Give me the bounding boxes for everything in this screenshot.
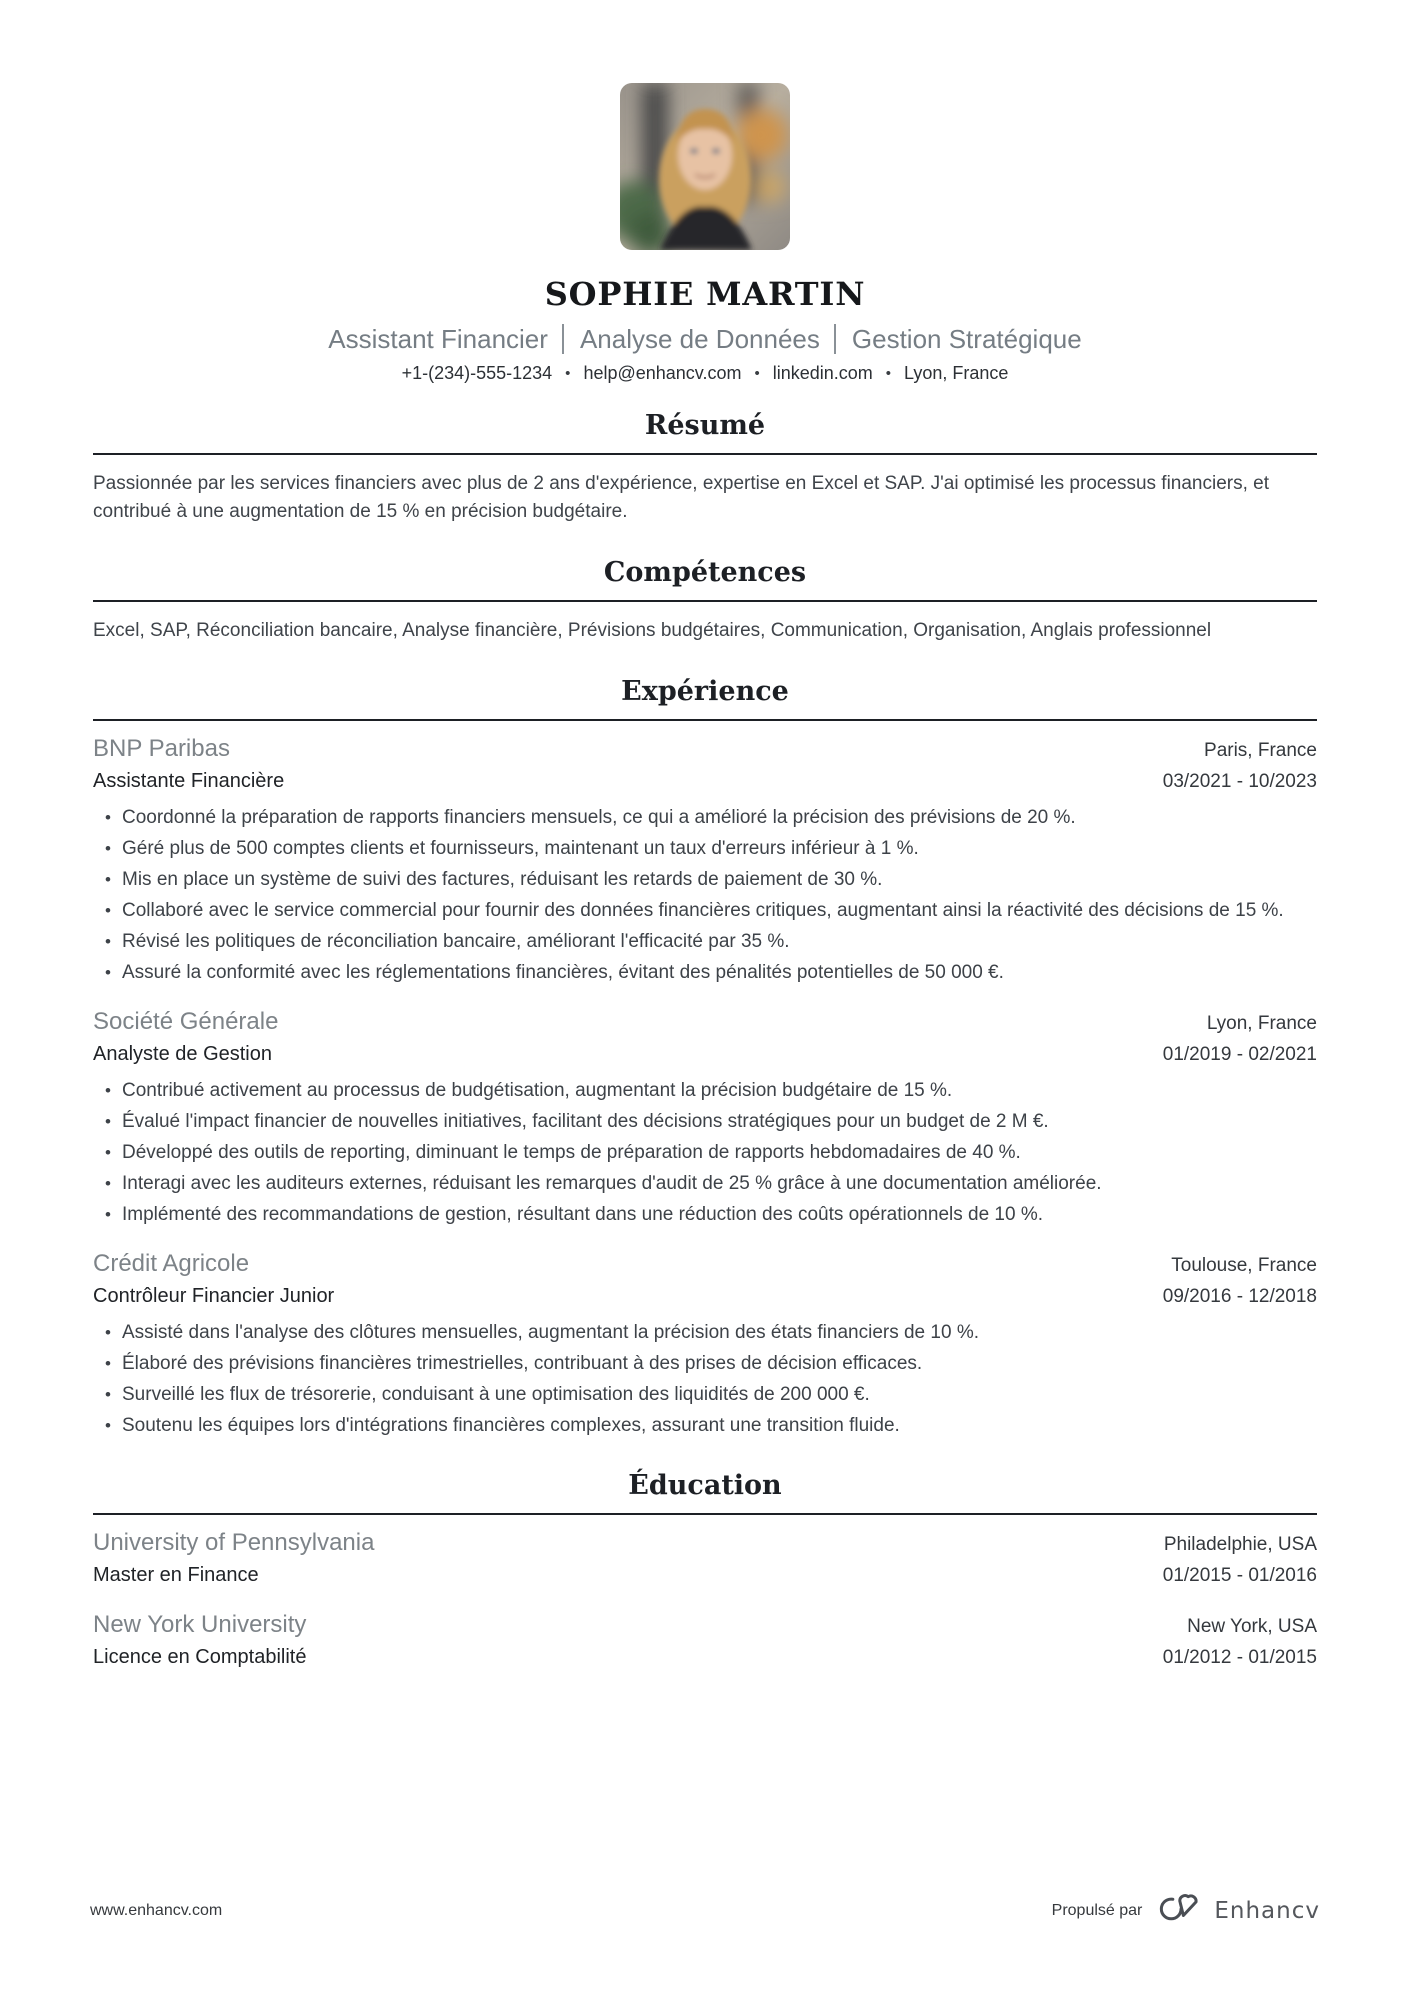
degree-title: Licence en Comptabilité [93,1646,307,1668]
bullet-item: • Implémenté des recommandations de gestion, résultant dans une réduction des coûts opérationnels de 10 %. [93,1201,1317,1228]
job-title: Analyste de Gestion [93,1043,272,1065]
bullet-item: • Développé des outils de reporting, diminuant le temps de préparation de rapports hebdomadaires de 40 %. [93,1139,1317,1166]
headline-part: Analyse de Données [562,324,822,354]
header [93,0,1317,250]
skills-text: Excel, SAP, Réconciliation bancaire, Analyse financière, Prévisions budgétaires, Communication, Organisation, Anglais professionnel [93,620,1212,641]
powered-by-label: Propulsé par [1051,1901,1143,1919]
company-name: Crédit Agricole [93,1250,250,1277]
bullet-item: • Géré plus de 500 comptes clients et fournisseurs, maintenant un taux d'erreurs inférieur à 1 %. [93,835,1317,862]
section-title-experience: Expérience [621,676,789,707]
bullet-item: • Évalué l'impact financier de nouvelles initiatives, facilitant des décisions stratégiques pour un budget de 2 M €. [93,1108,1317,1135]
bullet-item: • Collaboré avec le service commercial pour fournir des données financières critiques, augmentant ainsi la réactivité des décisions de 15 %. [93,897,1317,924]
entry-location: New York, USA [1187,1616,1317,1637]
profile-photo [620,83,790,250]
phone-text: +1-(234)-555-1234 [401,363,553,383]
company-name: BNP Paribas [93,735,230,762]
contact-bar [93,363,1317,384]
footer-website-link[interactable]: www.enhancv.com [90,1901,223,1919]
school-name: New York University [93,1611,307,1638]
section-head-competences [93,556,1317,602]
bullet-item: • Élaboré des prévisions financières trimestrielles, contribuant à des prises de décision efficaces. [93,1350,1317,1377]
headline-part: Gestion Stratégique [834,324,1084,354]
entry-location: Philadelphie, USA [1163,1534,1317,1555]
section-title-competences: Compétences [603,557,807,588]
section-head-experience [93,675,1317,721]
profile-photo-image [620,83,790,250]
section-title-education: Éducation [628,1470,782,1501]
degree-title: Master en Finance [93,1564,259,1586]
bullet-item: • Coordonné la préparation de rapports financiers mensuels, ce qui a amélioré la précision des prévisions de 20 %. [93,804,1317,831]
school-name: University of Pennsylvania [93,1529,375,1556]
job-title: Contrôleur Financier Junior [93,1285,335,1307]
achievement-list [93,1319,1317,1439]
headline-part: Assistant Financier [328,324,548,354]
bullet-item: • Surveillé les flux de trésorerie, conduisant à une optimisation des liquidités de 200 000 €. [93,1381,1317,1408]
entry-location: Toulouse, France [1171,1255,1317,1276]
candidate-name: SOPHIE MARTIN [544,275,866,313]
email-link[interactable]: • help@enhancv.com [552,363,741,384]
experience-entry [93,734,1317,986]
enhancv-brand-link[interactable] [1158,1893,1320,1928]
entry-dates: 03/2021 - 10/2023 [1162,771,1317,792]
entry-dates: 01/2019 - 02/2021 [1162,1044,1317,1065]
bullet-item: • Interagi avec les auditeurs externes, réduisant les remarques d'audit de 25 % grâce à une documentation améliorée. [93,1170,1317,1197]
bullet-item: • Assisté dans l'analyse des clôtures mensuelles, augmentant la précision des états financiers de 10 %. [93,1319,1317,1346]
location-text: • Lyon, France [873,363,1009,384]
page-footer [90,1893,1320,1928]
company-name: Société Générale [93,1008,279,1035]
enhancv-wordmark: Enhancv [1214,1897,1320,1924]
entry-location: Lyon, France [1206,1013,1317,1034]
bullet-item: • Révisé les politiques de réconciliation bancaire, améliorant l'efficacité par 35 %. [93,928,1317,955]
section-head-education [93,1469,1317,1515]
job-title: Assistante Financière [93,770,285,792]
linkedin-link[interactable]: • linkedin.com [741,363,872,384]
bullet-item: • Mis en place un système de suivi des factures, réduisant les retards de paiement de 30 %. [93,866,1317,893]
section-head-resume [93,409,1317,455]
entry-location: Paris, France [1204,740,1317,761]
bullet-item: • Contribué activement au processus de budgétisation, augmentant la précision budgétaire de 15 %. [93,1077,1317,1104]
experience-entry [93,1249,1317,1439]
entry-dates: 09/2016 - 12/2018 [1162,1286,1317,1307]
section-title-resume: Résumé [644,410,766,441]
experience-entry [93,1007,1317,1228]
bullet-item: • Assuré la conformité avec les réglementations financières, évitant des pénalités potentielles de 50 000 €. [93,959,1317,986]
candidate-headline [93,324,1317,354]
education-entry [93,1528,1317,1589]
achievement-list [93,1077,1317,1228]
resume-summary-text: Passionnée par les services financiers avec plus de 2 ans d'expérience, expertise en Excel et SAP. J'ai optimisé les processus financiers, et contribué à une augmentation de 15 % en précision budgétaire. [93,473,1270,522]
education-entry [93,1610,1317,1671]
achievement-list [93,804,1317,986]
enhancv-logo-icon [1158,1893,1205,1928]
entry-dates: 01/2012 - 01/2015 [1162,1647,1317,1668]
bullet-item: • Soutenu les équipes lors d'intégrations financières complexes, assurant une transition fluide. [93,1412,1317,1439]
entry-dates: 01/2015 - 01/2016 [1162,1565,1317,1586]
